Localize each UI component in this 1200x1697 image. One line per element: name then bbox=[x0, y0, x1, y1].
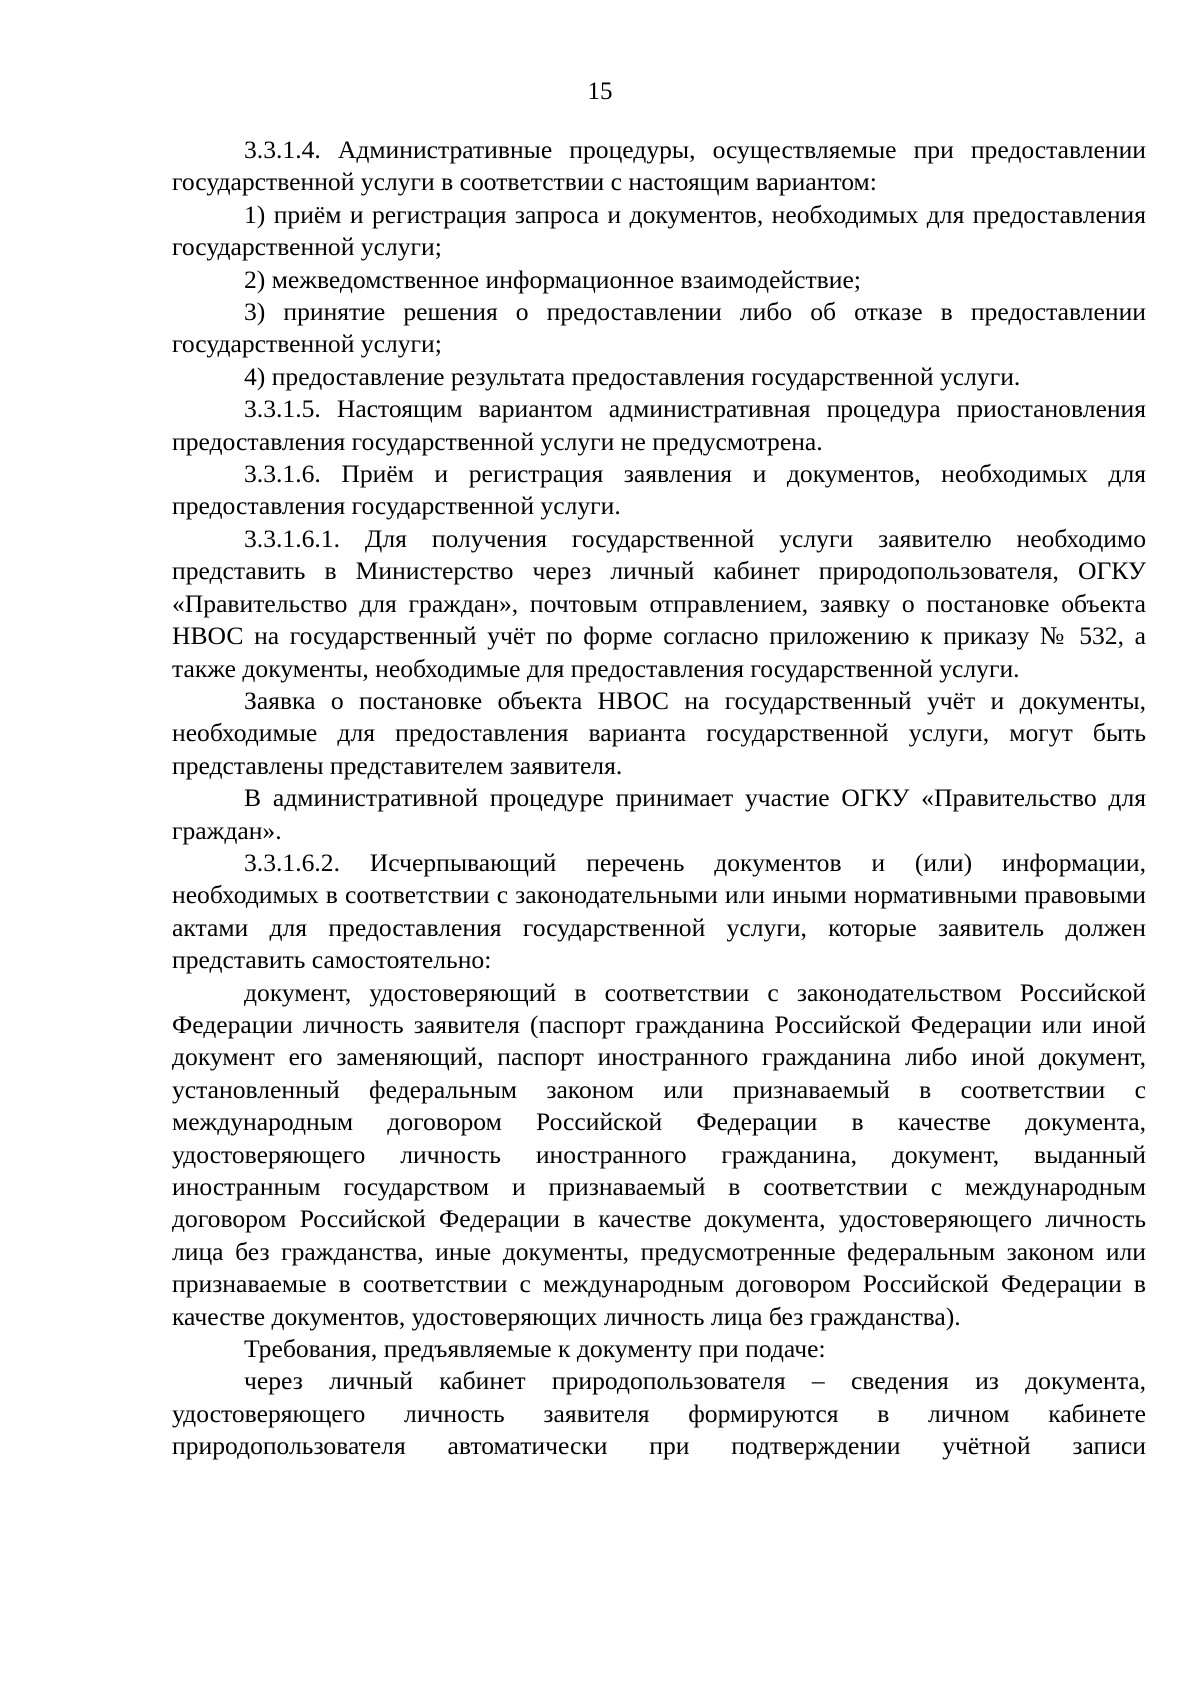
paragraph-requirements: Требования, предъявляемые к документу при подаче: bbox=[244, 1334, 826, 1364]
paragraph-application-submission: Заявка о постановке объекта НВОС на государственный учёт и документы, необходимые для предоставления варианта государственной услуги, могут быть представлены представителем заявителя. bbox=[172, 685, 1146, 780]
paragraph-personal-cabinet: через личный кабинет природопользователя – сведения из документа, удостоверяющего личность заявителя формируются в личном кабинете природопользователя автоматически при подтверждении учётной записи bbox=[172, 1366, 1146, 1461]
paragraph-3-3-1-4: 3.3.1.4. Административные процедуры, осуществляемые при предоставлении государственной услуги в соответствии с настоящим вариантом: bbox=[172, 135, 1146, 197]
list-item-2: 2) межведомственное информационное взаимодействие; bbox=[244, 264, 861, 294]
paragraph-3-3-1-6: 3.3.1.6. Приём и регистрация заявления и документов, необходимых для предоставления государственной услуги. bbox=[172, 459, 1146, 521]
paragraph-ogku-participation: В административной процедуре принимает участие ОГКУ «Правительство для граждан». bbox=[172, 783, 1146, 845]
document-body bbox=[172, 134, 1146, 1463]
list-item-3: 3) принятие решения о предоставлении либо об отказе в предоставлении государственной услуги; bbox=[172, 297, 1146, 359]
paragraph-3-3-1-6-2: 3.3.1.6.2. Исчерпывающий перечень документов и (или) информации, необходимых в соответствии с законодательными или иными нормативными правовыми актами для предоставления государственной услуги, которые заявитель должен представить самостоятельно: bbox=[172, 847, 1146, 975]
list-item-4: 4) предоставление результата предоставления государственной услуги. bbox=[244, 361, 1021, 391]
list-item-1: 1) приём и регистрация запроса и документов, необходимых для предоставления государственной услуги; bbox=[172, 199, 1146, 262]
paragraph-3-3-1-6-1: 3.3.1.6.1. Для получения государственной услуги заявителю необходимо представить в Министерство через личный кабинет природопользователя, ОГКУ «Правительство для граждан», почтовым отправлением, заявку о постановке объекта НВОС на государственный учёт по форме согласно приложению к приказу № 532, а также документы, необходимые для предоставления государственной услуги. bbox=[172, 523, 1146, 683]
paragraph-3-3-1-5: 3.3.1.5. Настоящим вариантом административная процедура приостановления предоставления государственной услуги не предусмотрена. bbox=[172, 394, 1146, 456]
page-number: 15 bbox=[587, 78, 613, 105]
paragraph-identity-document: документ, удостоверяющий в соответствии с законодательством Российской Федерации личность заявителя (паспорт гражданина Российской Федерации или иной документ его заменяющий, паспорт иностранного гражданина либо иной документ, установленный федеральным законом или признаваемый в соответствии с международным договором Российской Федерации в качестве документа, удостоверяющего личность иностранного гражданина, документ, выданный иностранным государством и признаваемый в соответствии с международным договором Российской Федерации в качестве документа, удостоверяющего личность лица без гражданства, иные документы, предусмотренные федеральным законом или признаваемые в соответствии с международным договором Российской Федерации в качестве документов, удостоверяющих личность лица без гражданства). bbox=[172, 977, 1146, 1331]
